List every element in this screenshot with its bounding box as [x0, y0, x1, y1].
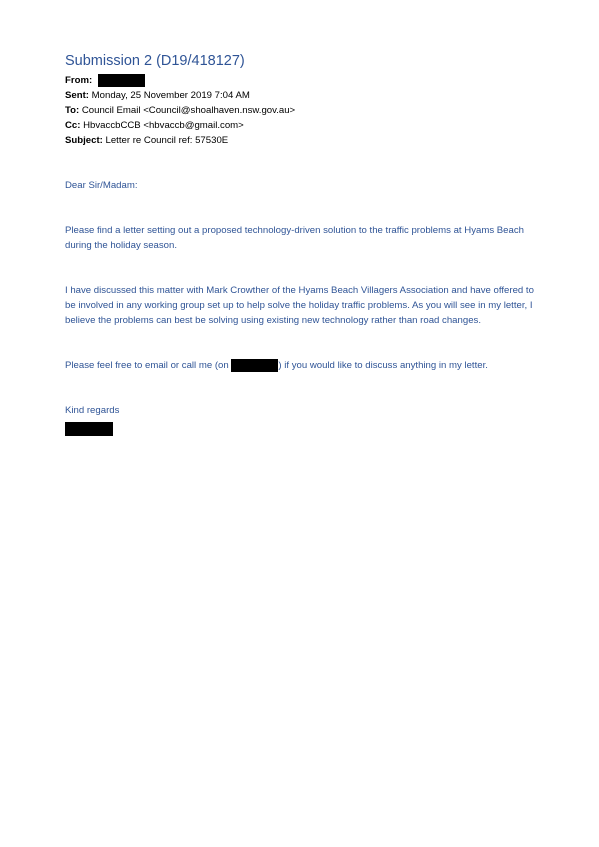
cc-label: Cc:: [65, 120, 84, 131]
document-title: Submission 2 (D19/418127): [65, 53, 245, 69]
to-label: To:: [65, 105, 82, 116]
to-row: [65, 103, 295, 118]
redacted-signature: [65, 422, 113, 436]
paragraph-3: [65, 358, 540, 373]
cc-row: [65, 118, 295, 133]
email-header: [65, 73, 295, 148]
paragraph-2: I have discussed this matter with Mark Crowther of the Hyams Beach Villagers Association and have offered to be involved in any working group set up to help solve the holiday traffic problems. As you will see in my letter, I believe the problems can best be solving using existing new technology rather than road changes.: [65, 285, 534, 326]
email-body: [65, 178, 540, 436]
paragraph-1: Please find a letter setting out a proposed technology-driven solution to the traffic problems at Hyams Beach during the holiday season.: [65, 225, 524, 251]
cc-value: HbvaccbCCB <hbvaccb@gmail.com>: [83, 120, 244, 131]
redacted-phone: [231, 359, 278, 372]
greeting: Dear Sir/Madam:: [65, 180, 138, 191]
from-label: From:: [65, 75, 95, 86]
subject-label: Subject:: [65, 135, 106, 146]
subject-value: Letter re Council ref: 57530E: [105, 135, 229, 146]
paragraph-3-end: ) if you would like to discuss anything in my letter.: [278, 360, 488, 371]
sent-row: [65, 88, 295, 103]
sent-label: Sent:: [65, 90, 92, 101]
to-value: Council Email <Council@shoalhaven.nsw.gov.au>: [81, 105, 296, 116]
redacted-sender: [98, 74, 145, 87]
sent-value: Monday, 25 November 2019 7:04 AM: [91, 90, 250, 101]
paragraph-3-start: Please feel free to email or call me (on: [65, 360, 232, 371]
closing: Kind regards: [65, 405, 120, 416]
from-row: [65, 73, 295, 88]
subject-row: [65, 133, 295, 148]
